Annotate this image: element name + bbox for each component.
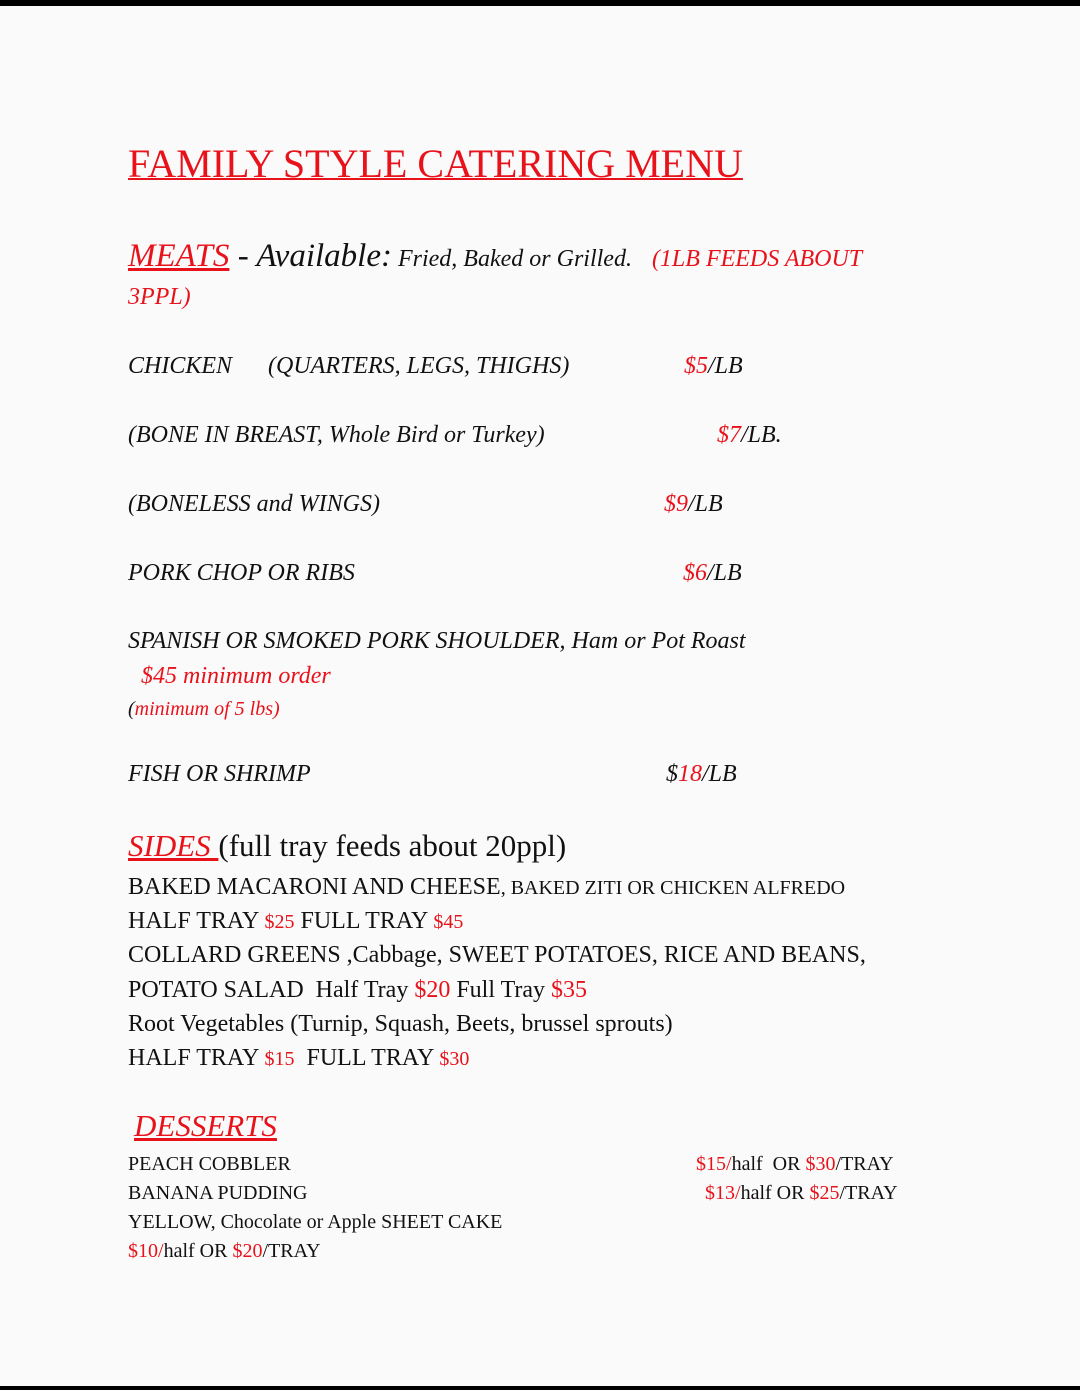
meat-item-name: PORK CHOP OR RIBS: [128, 560, 355, 586]
meat-item-chicken: [128, 353, 828, 380]
meat-item-price: $6/LB: [683, 560, 742, 586]
meats-dash: -: [229, 238, 257, 274]
feeds-note-continued: 3PPL): [128, 284, 191, 310]
meat-item-name: (BONE IN BREAST, Whole Bird or Turkey): [128, 422, 545, 448]
meat-item-price: $18/LB: [666, 761, 737, 787]
meat-item-shoulder: SPANISH OR SMOKED PORK SHOULDER, Ham or Pot Roast: [128, 628, 746, 654]
sides-heading: SIDES: [128, 828, 219, 863]
meat-item-price: $7/LB.: [717, 422, 782, 448]
sides-feeds-note: (full tray feeds about 20ppl): [218, 828, 567, 863]
meat-item-price: $5/LB: [684, 353, 743, 379]
dessert-item-name: BANANA PUDDING: [128, 1182, 308, 1204]
feeds-note: (1LB FEEDS ABOUT: [651, 246, 863, 272]
meat-item-pork: [128, 560, 828, 587]
meats-header: [128, 238, 862, 275]
sides-line-3: COLLARD GREENS ,Cabbage, SWEET POTATOES, RICE AND BEANS,: [128, 942, 866, 968]
dessert-item-price: $15/half OR $30/TRAY: [696, 1153, 894, 1175]
dessert-item-name: PEACH COBBLER: [128, 1153, 291, 1175]
meat-item-name: (BONELESS and WINGS): [128, 491, 380, 517]
dessert-item-price: $13/half OR $25/TRAY: [705, 1182, 898, 1204]
meat-item-name: FISH OR SHRIMP: [128, 761, 311, 787]
meat-item-name: CHICKEN (QUARTERS, LEGS, THIGHS): [128, 353, 570, 379]
available-label: Available:: [256, 238, 392, 274]
sides-line-2: HALF TRAY $25 FULL TRAY $45: [128, 908, 464, 934]
page-title: FAMILY STYLE CATERING MENU: [128, 141, 743, 186]
meat-item-price: $9/LB: [664, 491, 723, 517]
meat-item-bone-in: [128, 422, 828, 449]
meat-item-boneless: [128, 491, 828, 518]
sides-line-1: BAKED MACARONI AND CHEESE, BAKED ZITI OR CHICKEN ALFREDO: [128, 874, 846, 900]
sides-line-4: POTATO SALAD Half Tray $20 Full Tray $35: [128, 977, 588, 1003]
dessert-sheet-cake: YELLOW, Chocolate or Apple SHEET CAKE: [128, 1211, 503, 1233]
available-text: Fried, Baked or Grilled.: [391, 246, 632, 272]
desserts-heading: DESSERTS: [134, 1108, 277, 1143]
shoulder-minimum-lbs: (minimum of 5 lbs): [128, 698, 280, 720]
sides-line-6: HALF TRAY $15 FULL TRAY $30: [128, 1045, 470, 1071]
top-border: [0, 0, 1080, 6]
dessert-sheet-cake-price: $10/half OR $20/TRAY: [128, 1240, 321, 1262]
sides-header: [128, 828, 566, 864]
meats-heading: MEATS: [128, 238, 230, 274]
sides-line-5: Root Vegetables (Turnip, Squash, Beets, brussel sprouts): [128, 1011, 673, 1037]
meat-item-fish: [128, 761, 828, 788]
bottom-border: [0, 1386, 1080, 1390]
shoulder-minimum-order: $45 minimum order: [141, 663, 331, 689]
